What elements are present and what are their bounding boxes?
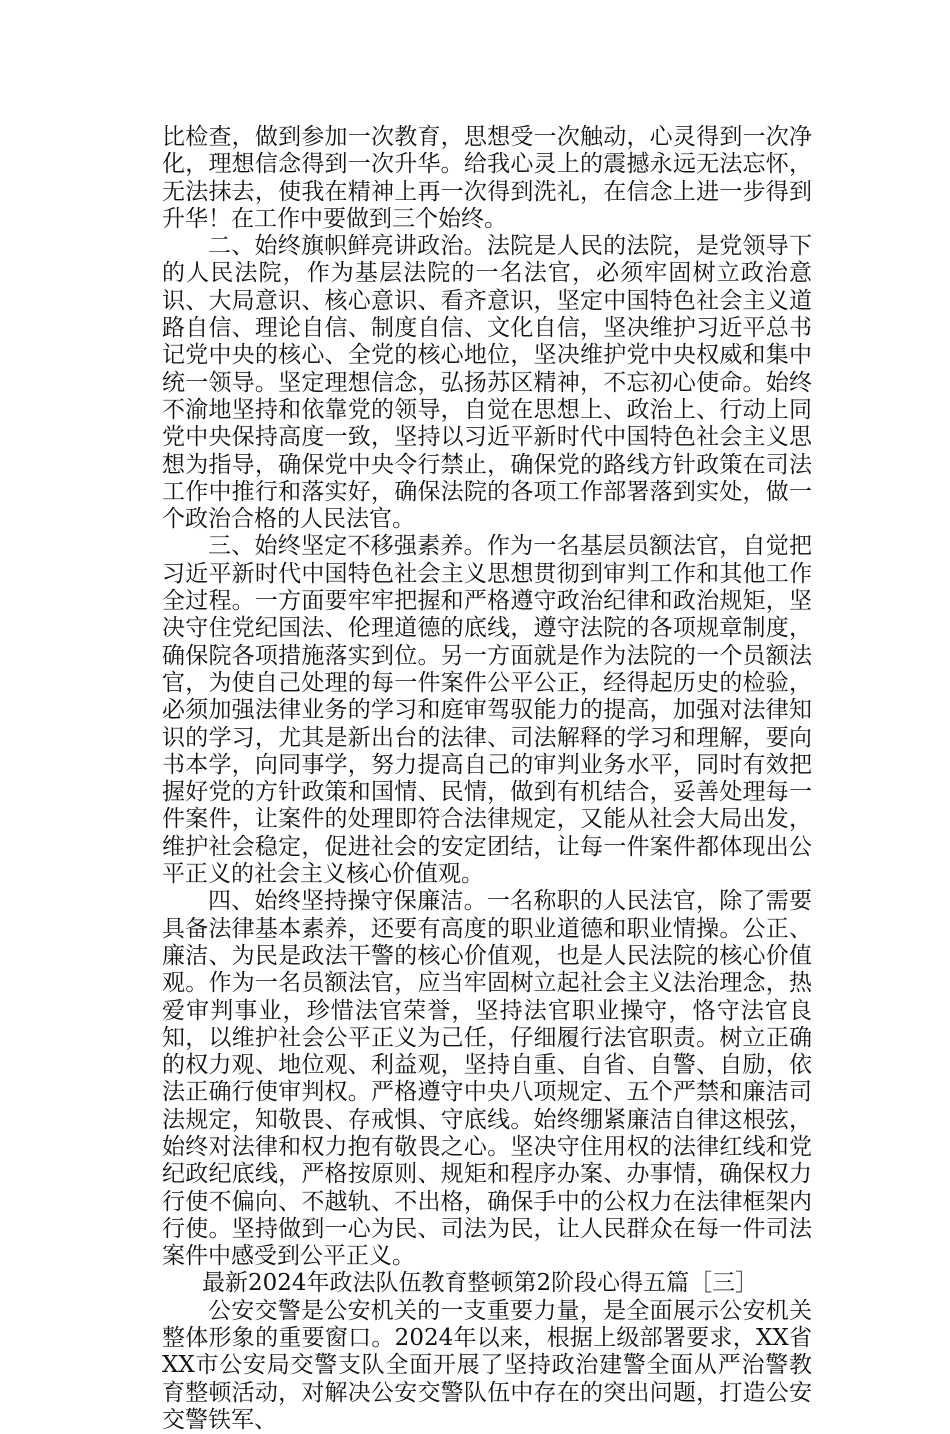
paragraph-continuation: 比检查，做到参加一次教育，思想受一次触动，心灵得到一次净化，理想信念得到一次升华。给我心灵上的震撼永远无法忘怀，无法抹去，使我在精神上再一次得到洗礼，在信念上进一步得到升华！在工作中要做到三个始终。: [162, 124, 812, 232]
paragraph-political-stance: 二、始终旗帜鲜亮讲政治。法院是人民的法院，是党领导下的人民法院，作为基层法院的一名法官，必须牢固树立政治意识、大局意识、核心意识、看齐意识，坚定中国特色社会主义道路自信、理论自信、制度自信、文化自信，坚决维护习近平总书记党中央的核心、全党的核心地位，坚决维护党中央权威和集中统一领导。坚定理想信念，弘扬苏区精神，不忘初心使命。始终不渝地坚持和依靠党的领导，自觉在思想上、政治上、行动上同党中央保持高度一致，坚持以习近平新时代中国特色社会主义思想为指导，确保党中央令行禁止，确保党的路线方针政策在司法工作中推行和落实好，确保法院的各项工作部署落到实处，做一个政治合格的人民法官。: [162, 233, 812, 533]
document-page: [162, 124, 812, 1434]
section-title: 最新2024年政法队伍教育整顿第2阶段心得五篇［三］: [202, 1270, 759, 1297]
paragraph-traffic-police: 公安交警是公安机关的一支重要力量，是全面展示公安机关整体形象的重要窗口。2024年以来，根据上级部署要求，XX省XX市公安局交警支队全面开展了坚持政治建警全面从严治警教育整顿活动，对解决公安交警队伍中存在的突出问题，打造公安交警铁军、: [162, 1297, 812, 1433]
paragraph-professional-quality: 三、始终坚定不移强素养。作为一名基层员额法官，自觉把习近平新时代中国特色社会主义思想贯彻到审判工作和其他工作全过程。一方面要牢牢把握和严格遵守政治纪律和政治规矩，坚决守住党纪国法、伦理道德的底线，遵守法院的各项规章制度，确保院各项措施落实到位。另一方面就是作为法院的一个员额法官，为使自己处理的每一件案件公平公正，经得起历史的检验，必须加强法律业务的学习和庭审驾驭能力的提高，加强对法律知识的学习，尤其是新出台的法律、司法解释的学习和理解，要向书本学，向同事学，努力提高自己的审判业务水平，同时有效把握好党的方针政策和国情、民情，做到有机结合，妥善处理每一件案件，让案件的处理即符合法律规定，又能从社会大局出发，维护社会稳定，促进社会的安定团结，让每一件案件都体现出公平正义的社会主义核心价值观。: [162, 533, 812, 888]
paragraph-integrity: 四、始终坚持操守保廉洁。一名称职的人民法官，除了需要具备法律基本素养，还要有高度的职业道德和职业情操。公正、廉洁、为民是政法干警的核心价值观，也是人民法院的核心价值观。作为一名员额法官，应当牢固树立起社会主义法治理念，热爱审判事业，珍惜法官荣誉，坚持法官职业操守，恪守法官良知，以维护社会公平正义为己任，仔细履行法官职责。树立正确的权力观、地位观、利益观，坚持自重、自省、自警、自励，依法正确行使审判权。严格遵守中央八项规定、五个严禁和廉洁司法规定，知敬畏、存戒惧、守底线。始终绷紧廉洁自律这根弦，始终对法律和权力抱有敬畏之心。坚决守住用权的法律红线和党纪政纪底线，严格按原则、规矩和程序办案、办事情，确保权力行使不偏向、不越轨、不出格，确保手中的公权力在法律框架内行使。坚持做到一心为民、司法为民，让人民群众在每一件司法案件中感受到公平正义。: [162, 888, 812, 1270]
